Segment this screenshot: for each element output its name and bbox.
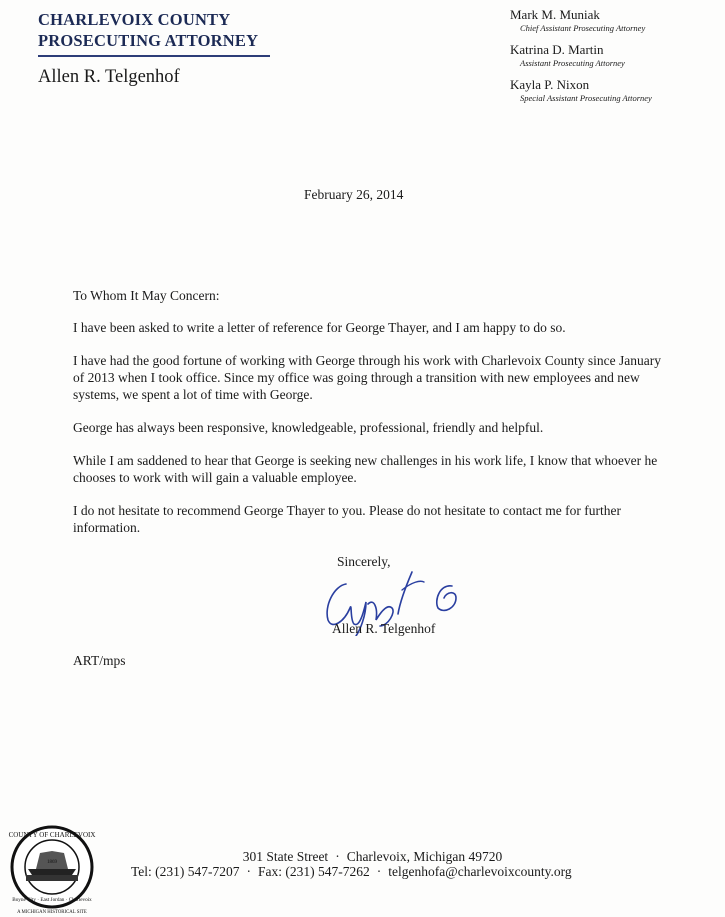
footer-contact [131,864,691,880]
staff-name: Mark M. Muniak [510,7,600,22]
footer-separator: · [335,849,340,864]
header-rule [38,55,270,57]
staff-member [510,7,720,34]
typist-initials: ART/mps [73,653,126,668]
footer-street: 301 State Street [242,849,329,864]
footer-separator: · [376,864,382,879]
seal-center-text: 1869 [47,860,57,865]
staff-name: Katrina D. Martin [510,42,604,57]
letter-date: February 26, 2014 [304,187,404,202]
staff-member [510,77,720,104]
body-paragraph: While I am saddened to hear that George is seeking new challenges in his work life, I know that whoever he chooses to work with will gain a valuable employee. [73,453,658,485]
staff-title: Special Assistant Prosecuting Attorney [520,93,652,103]
staff-name: Kayla P. Nixon [510,77,590,92]
letter-body [73,287,673,552]
footer-separator: · [246,864,252,879]
staff-title: Chief Assistant Prosecuting Attorney [520,23,646,33]
body-paragraph: I have been asked to write a letter of reference for George Thayer, and I am happy to do so. [73,320,566,335]
footer-address [0,849,725,865]
office-title-line2: PROSECUTING ATTORNEY [38,31,259,50]
footer-email-link[interactable]: telgenhofa@charlevoixcounty.org [388,864,572,879]
footer-fax: Fax: (231) 547-7262 [258,864,370,879]
seal-bottom-text: Boyne City · East Jordan · Charlevoix [12,897,92,903]
body-paragraph: George has always been responsive, knowledgeable, professional, friendly and helpful. [73,420,544,435]
footer-city: Charlevoix, Michigan 49720 [346,849,503,864]
salutation: To Whom It May Concern: [73,288,220,303]
signer-name: Allen R. Telgenhof [332,621,436,636]
prosecutor-name: Allen R. Telgenhof [38,67,180,87]
staff-list [510,7,720,112]
body-paragraph: I do not hesitate to recommend George Thayer to you. Please do not hesitate to contact me for further information. [73,503,621,535]
office-title-line1: CHARLEVOIX COUNTY [38,10,231,29]
closing: Sincerely, [337,554,391,569]
body-paragraph: I have had the good fortune of working with George through his work with Charlevoix County since January of 2013 when I took office. Since my office was going through a transition with new employees and new systems, we spent a lot of time with George. [73,353,662,402]
office-title [38,9,258,51]
seal-top-text: COUNTY OF CHARLEVOIX [8,831,96,839]
county-seal-logo [6,823,98,915]
seal-caption: A MICHIGAN HISTORICAL SITE [17,910,87,915]
staff-member [510,42,720,69]
footer-tel: Tel: (231) 547-7207 [131,864,240,879]
staff-title: Assistant Prosecuting Attorney [520,58,625,68]
